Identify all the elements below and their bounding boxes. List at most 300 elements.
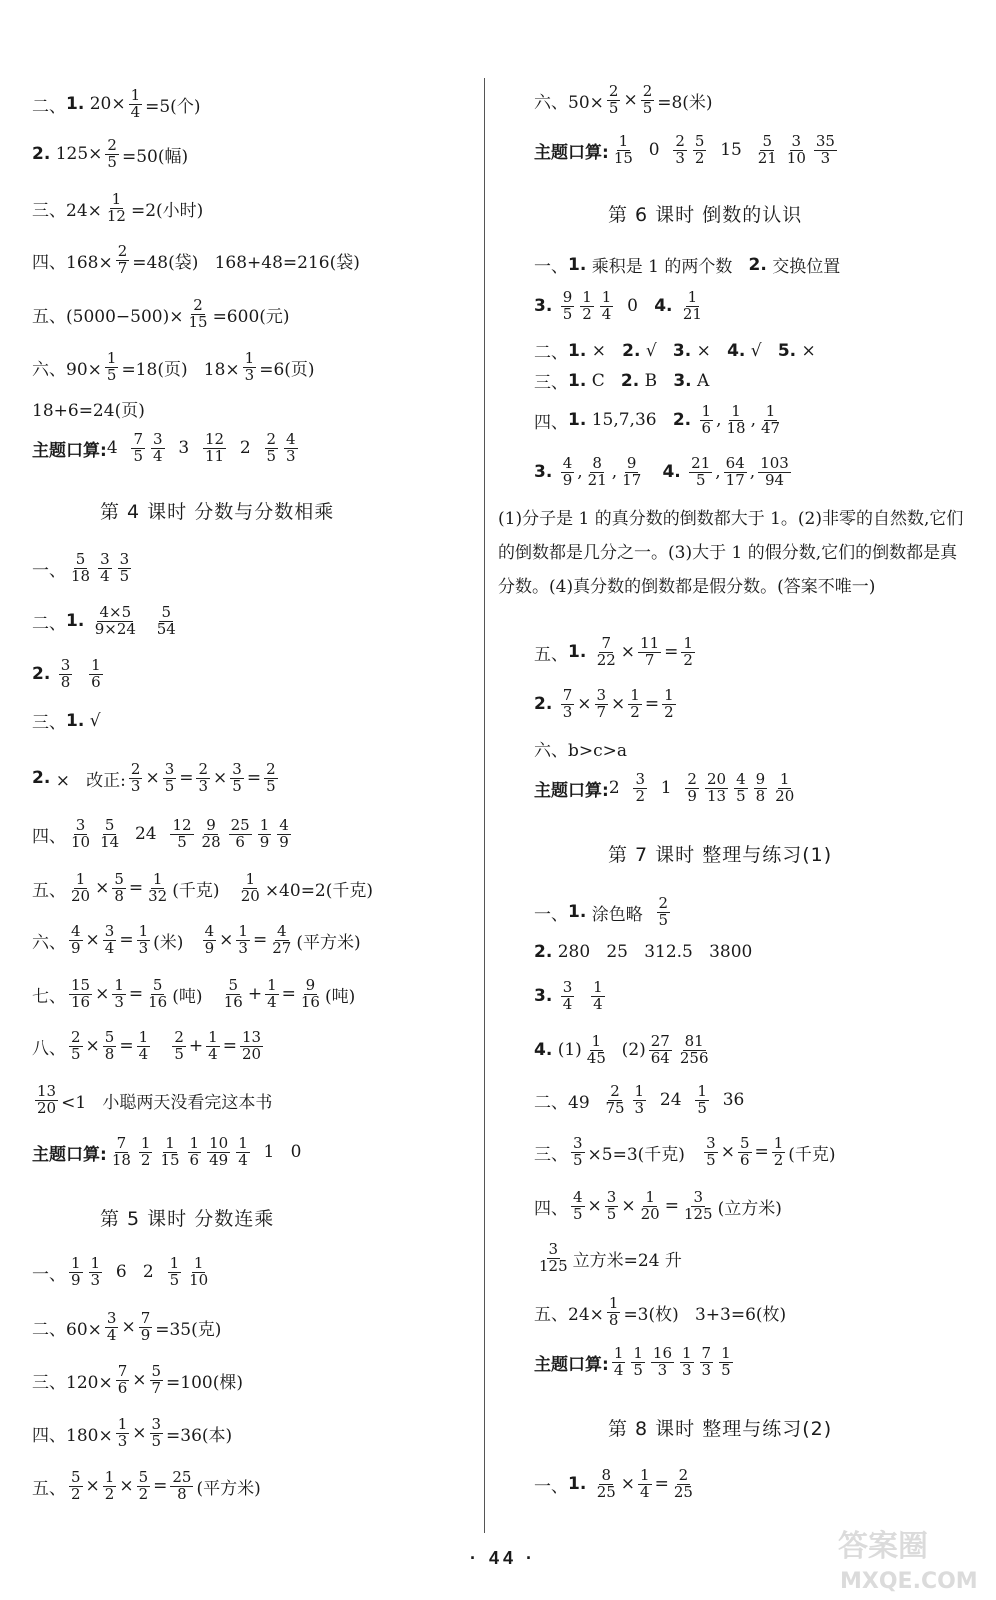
fraction <box>258 818 272 851</box>
column-divider <box>484 78 485 1533</box>
fraction <box>93 605 138 638</box>
text-segment: × <box>95 878 110 899</box>
numerator: 1 <box>765 402 776 420</box>
item-number: 3. <box>673 370 692 391</box>
text-segment: × <box>95 984 110 1005</box>
fraction <box>693 134 707 167</box>
fraction <box>103 1030 117 1063</box>
text-segment: B <box>639 370 674 391</box>
text-segment: = <box>222 1036 237 1057</box>
item-number: 2. <box>622 340 641 361</box>
fraction <box>719 1346 733 1379</box>
item-number: 主题口算: <box>32 1144 107 1165</box>
denominator: 20 <box>71 886 91 905</box>
item-number: 1. <box>568 254 587 275</box>
numerator: 1 <box>267 976 277 994</box>
text-segment: 20× <box>84 94 126 115</box>
answer-line <box>32 88 200 121</box>
fraction <box>651 1346 674 1379</box>
numerator: 20 <box>706 770 727 788</box>
denominator: 5 <box>119 566 130 585</box>
numerator: 7 <box>140 1309 151 1327</box>
numerator: 1 <box>111 190 122 208</box>
fraction <box>116 1417 130 1450</box>
numerator: 1 <box>104 1468 115 1486</box>
numerator: 1 <box>259 816 270 834</box>
answer-line <box>534 1190 782 1223</box>
text-segment: 四、 <box>534 1198 568 1219</box>
text-segment: × <box>577 694 592 715</box>
fraction <box>236 924 250 957</box>
denominator: 6 <box>235 832 245 851</box>
numerator: 1 <box>106 349 117 367</box>
fraction <box>265 432 279 465</box>
denominator: 20 <box>37 1098 57 1117</box>
denominator: 21 <box>682 304 702 323</box>
numerator: 1 <box>238 1134 248 1152</box>
numerator: 103 <box>760 454 789 472</box>
numerator: 3 <box>60 656 71 674</box>
fraction <box>607 1296 621 1329</box>
numerator: 1 <box>244 349 255 367</box>
text-segment: =100(棵) <box>166 1372 244 1393</box>
numerator: 1 <box>608 1294 619 1312</box>
text-segment: 四、168× <box>32 252 113 273</box>
numerator: 35 <box>815 132 835 150</box>
lesson-heading: 第 4 课时 分数与分数相乘 <box>100 501 335 523</box>
fraction <box>758 456 791 489</box>
denominator: 8 <box>755 786 766 805</box>
denominator: 3 <box>130 776 141 795</box>
numerator: 1 <box>245 870 256 888</box>
numerator: 1 <box>618 132 629 150</box>
fraction <box>620 456 643 489</box>
text-segment: 3 <box>167 438 200 459</box>
text-segment: 五、24× <box>534 1304 604 1325</box>
fraction <box>163 762 177 795</box>
numerator: 12 <box>172 816 192 834</box>
numerator: 9 <box>206 816 216 834</box>
denominator: 5 <box>169 1270 180 1289</box>
fraction <box>678 1034 711 1067</box>
fraction <box>681 290 704 323</box>
numerator: 1 <box>721 1344 731 1362</box>
text-segment: × <box>213 768 228 789</box>
text-segment: 四、 <box>534 412 568 433</box>
text-segment: =3(枚) 3+3=6(枚) <box>623 1304 787 1325</box>
answer-line <box>32 298 290 331</box>
fraction <box>682 1190 715 1223</box>
denominator: 2 <box>140 1150 151 1169</box>
numerator: 3 <box>152 430 163 448</box>
text-segment: , <box>611 462 618 483</box>
item-number: 2. <box>672 410 692 431</box>
numerator: 25 <box>230 816 250 834</box>
fraction <box>633 1084 647 1117</box>
denominator: 9 <box>204 938 215 957</box>
numerator: 1 <box>140 1134 151 1152</box>
fraction <box>139 1136 153 1169</box>
numerator: 1 <box>91 656 101 674</box>
text-segment: (千克) <box>788 1144 836 1165</box>
fraction <box>131 432 145 465</box>
text-segment: =18(页) 18× <box>121 359 240 380</box>
text-segment <box>552 694 557 714</box>
denominator: 5 <box>606 1204 617 1223</box>
numerator: 5 <box>161 603 172 621</box>
fraction <box>207 1136 230 1169</box>
answer-line <box>534 134 840 167</box>
item-number: 主题口算: <box>534 1354 609 1375</box>
text-segment: = <box>664 1196 679 1217</box>
text-segment: 五、(5000−500)× <box>32 306 184 327</box>
text-segment: × <box>85 1036 100 1057</box>
denominator: 7 <box>117 258 128 277</box>
denominator: 20 <box>775 786 795 805</box>
fraction <box>680 1346 694 1379</box>
numerator: 3 <box>232 760 242 778</box>
denominator: 3 <box>701 1360 712 1379</box>
answer-line <box>534 1084 744 1117</box>
fraction <box>137 1470 151 1503</box>
fraction <box>591 980 605 1013</box>
denominator: 3 <box>562 702 573 721</box>
numerator: 1 <box>773 1134 784 1152</box>
denominator: 2 <box>694 148 705 167</box>
item-number: 2. <box>32 768 51 789</box>
lesson-heading: 第 7 课时 整理与练习(1) <box>608 844 833 866</box>
text-segment: A <box>691 370 710 391</box>
numerator: 12 <box>204 430 225 448</box>
denominator: 2 <box>582 304 592 323</box>
denominator: 7 <box>644 650 655 669</box>
text-segment: = <box>252 930 268 951</box>
fraction <box>137 924 151 957</box>
fraction <box>69 872 92 905</box>
denominator: 16 <box>223 992 243 1011</box>
numerator: 1 <box>682 1344 692 1362</box>
numerator: 2 <box>266 430 277 448</box>
text-segment: = <box>119 930 134 951</box>
numerator: 1 <box>601 288 612 306</box>
numerator: 3 <box>104 922 115 940</box>
text-segment <box>552 296 557 316</box>
text-segment: 二、 <box>32 96 66 117</box>
numerator: 13 <box>37 1082 57 1100</box>
item-number: 1. <box>66 710 85 731</box>
numerator: 3 <box>75 816 86 834</box>
text-segment: 一、 <box>534 904 568 925</box>
text-segment: × <box>145 768 160 789</box>
text-segment: (千克) <box>172 880 236 901</box>
fraction <box>561 980 575 1013</box>
answer-line <box>534 736 627 761</box>
denominator: 2 <box>71 1484 81 1503</box>
fraction <box>69 552 92 585</box>
denominator: 17 <box>622 470 642 489</box>
answer-line <box>534 636 698 669</box>
fraction <box>612 134 635 167</box>
text-segment: 0 <box>637 140 671 161</box>
denominator: 8 <box>177 1484 187 1503</box>
denominator: 125 <box>539 1256 568 1275</box>
numerator: 1 <box>138 922 149 940</box>
text-segment: =600(元) <box>212 306 290 327</box>
denominator: 9×24 <box>94 619 136 638</box>
text-segment: =36(本) <box>166 1425 233 1446</box>
fraction <box>243 351 257 384</box>
denominator: 27 <box>272 938 292 957</box>
numerator: 5 <box>71 1468 81 1486</box>
numerator: 13 <box>241 1028 262 1046</box>
answer-line <box>534 252 840 277</box>
numerator: 9 <box>755 770 766 788</box>
answer-line <box>32 708 101 733</box>
fraction <box>196 762 210 795</box>
numerator: 5 <box>762 132 772 150</box>
item-number: 3. <box>672 340 692 361</box>
denominator: 15 <box>188 312 208 331</box>
fraction <box>662 688 676 721</box>
numerator: 3 <box>164 760 175 778</box>
denominator: 5 <box>706 1150 716 1169</box>
text-segment: =50(幅) <box>121 146 189 167</box>
fraction <box>672 1468 695 1501</box>
denominator: 20 <box>241 1044 262 1063</box>
numerator: 4 <box>573 1188 583 1206</box>
numerator: 3 <box>693 1188 704 1206</box>
fraction <box>585 1034 608 1067</box>
denominator: 6 <box>739 1150 750 1169</box>
numerator: 1 <box>613 1344 624 1362</box>
denominator: 4 <box>601 304 612 323</box>
denominator: 94 <box>764 470 785 489</box>
fraction <box>724 456 747 489</box>
denominator: 22 <box>596 650 616 669</box>
fraction <box>139 1311 153 1344</box>
text-segment: √ <box>640 340 673 361</box>
denominator: 3 <box>657 1360 668 1379</box>
numerator: 1 <box>630 686 640 704</box>
fraction <box>700 1346 714 1379</box>
fraction <box>537 1242 570 1275</box>
fraction <box>756 134 779 167</box>
text-segment: 六、90× <box>32 359 102 380</box>
fraction <box>155 605 178 638</box>
text-segment <box>75 664 86 684</box>
text-segment: 24 <box>649 1090 693 1111</box>
text-segment: (平方米) <box>196 1478 261 1499</box>
denominator: 6 <box>117 1378 128 1397</box>
fraction <box>98 552 112 585</box>
answer-line <box>534 942 752 962</box>
denominator: 45 <box>586 1048 606 1067</box>
numerator: 1 <box>71 1254 81 1272</box>
text-segment: × <box>587 1196 602 1217</box>
fraction <box>168 1256 182 1289</box>
text-segment: 五、 <box>534 644 568 665</box>
numerator: 1 <box>593 978 603 996</box>
text-segment: 2 <box>608 778 631 799</box>
text-segment: 七、 <box>32 986 66 1007</box>
numerator: 3 <box>119 550 130 568</box>
numerator: 25 <box>172 1468 192 1486</box>
numerator: 2 <box>687 770 697 788</box>
fraction <box>69 1470 83 1503</box>
text-segment: 六、50× <box>534 92 604 113</box>
item-number: 5. <box>777 340 797 361</box>
text-segment <box>586 642 591 662</box>
numerator: 1 <box>117 1415 128 1433</box>
fraction <box>639 1190 662 1223</box>
text-segment: = <box>246 768 262 789</box>
fraction <box>586 456 609 489</box>
denominator: 4 <box>613 1360 624 1379</box>
item-number: 4. <box>662 462 681 483</box>
text-segment: 三、 <box>534 1144 568 1165</box>
text-segment: ×40=2(千克) <box>264 880 374 901</box>
text-segment: 六、b>c>a <box>534 741 628 761</box>
item-number: 1. <box>568 410 587 431</box>
fraction <box>600 290 614 323</box>
page-number: · 44 · <box>470 1548 537 1568</box>
text-segment: 24 <box>124 824 168 845</box>
numerator: 2 <box>117 242 128 260</box>
numerator: 1 <box>591 1032 602 1050</box>
fraction <box>89 1256 103 1289</box>
denominator: 4 <box>238 1150 248 1169</box>
numerator: 1 <box>687 288 698 306</box>
text-segment: 六、 <box>32 932 66 953</box>
numerator: 4 <box>71 922 81 940</box>
text-segment: 125× <box>50 144 103 165</box>
answer-line <box>32 1136 301 1169</box>
fraction <box>200 818 223 851</box>
numerator: 7 <box>117 1362 128 1380</box>
fraction <box>105 138 119 171</box>
denominator: 2 <box>630 702 640 721</box>
numerator: 2 <box>675 132 685 150</box>
denominator: 6 <box>189 1150 200 1169</box>
numerator: 1 <box>114 976 124 994</box>
text-segment <box>646 462 662 482</box>
fraction <box>230 762 244 795</box>
denominator: 3 <box>138 938 149 957</box>
numerator: 9 <box>305 976 316 994</box>
text-segment: 二、 <box>32 613 66 634</box>
denominator: 16 <box>71 992 91 1011</box>
text-segment: =6(页) <box>259 359 315 380</box>
fraction <box>705 772 728 805</box>
denominator: 9 <box>259 832 270 851</box>
fraction <box>137 1030 151 1063</box>
text-segment: , <box>715 462 721 483</box>
denominator: 4 <box>640 1482 650 1501</box>
denominator: 3 <box>634 1098 645 1117</box>
denominator: 4 <box>130 102 141 121</box>
denominator: 5 <box>573 1204 583 1223</box>
numerator: 1 <box>138 1028 149 1046</box>
fraction <box>222 978 245 1011</box>
text-segment: × <box>219 930 234 951</box>
fraction <box>69 1030 83 1063</box>
answer-line <box>534 980 608 1013</box>
denominator: 25 <box>596 1482 616 1501</box>
numerator: 1 <box>701 402 712 420</box>
answer-line <box>32 1030 266 1063</box>
denominator: 5 <box>133 446 143 465</box>
denominator: 15 <box>613 148 633 167</box>
fraction <box>150 1364 164 1397</box>
item-number: 2. <box>32 144 51 165</box>
numerator: 1 <box>582 288 592 306</box>
fraction <box>571 1190 585 1223</box>
denominator: 5 <box>736 786 746 805</box>
fraction <box>284 432 298 465</box>
text-segment: 五、 <box>32 880 66 901</box>
text-segment: 涂色略 <box>586 904 654 925</box>
svg-text:MXQE.COM: MXQE.COM <box>840 1569 978 1594</box>
text-segment: <1 小聪两天没看完这本书 <box>61 1092 273 1113</box>
item-number: 主题口算: <box>534 142 609 163</box>
text-segment: 五、 <box>32 1478 66 1499</box>
text-segment: 18+6=24(页) <box>32 401 145 421</box>
fraction <box>607 84 621 117</box>
numerator: 1 <box>75 870 86 888</box>
text-segment: × <box>621 1196 636 1217</box>
answer-line <box>32 351 315 384</box>
fraction <box>773 772 796 805</box>
fraction <box>595 688 609 721</box>
denominator: 20 <box>640 1204 660 1223</box>
numerator: 3 <box>151 1415 162 1433</box>
numerator: 1 <box>683 634 693 652</box>
fraction <box>105 1311 119 1344</box>
denominator: 4 <box>562 994 573 1013</box>
lesson-heading: 第 5 课时 分数连乘 <box>100 1208 275 1230</box>
denominator: 16 <box>300 992 320 1011</box>
numerator: 1 <box>645 1188 655 1206</box>
numerator: 2 <box>107 136 117 154</box>
text-segment: 280 25 312.5 3800 <box>552 942 753 962</box>
denominator: 3 <box>198 776 209 795</box>
denominator: 17 <box>725 470 745 489</box>
denominator: 9 <box>71 938 81 957</box>
fraction <box>772 1136 786 1169</box>
answer-line <box>32 1364 243 1397</box>
answer-line <box>32 432 301 465</box>
denominator: 5 <box>71 1044 81 1063</box>
fraction <box>103 924 117 957</box>
text-segment: × <box>620 1474 636 1495</box>
item-number: 主题口算: <box>534 780 609 801</box>
item-number: 2. <box>534 694 553 715</box>
numerator: 5 <box>739 1134 750 1152</box>
text-segment: 1 <box>649 778 683 799</box>
answer-paragraph: (1)分子是 1 的真分数的倒数都大于 1。(2)非零的自然数,它们的倒数都是几分之一。(3)大于 1 的假分数,它们的倒数都是真分数。(4)真分数的倒数都是假分数。(答案不唯一) <box>498 509 964 597</box>
denominator: 4 <box>152 446 163 465</box>
item-number: 4. <box>727 340 746 361</box>
text-segment: × <box>620 642 636 663</box>
answer-line <box>534 688 679 721</box>
answer-line <box>534 84 713 117</box>
item-number: 1. <box>568 370 587 391</box>
text-segment <box>153 1036 169 1056</box>
numerator: 3 <box>573 1134 583 1152</box>
denominator: 9 <box>71 1270 81 1289</box>
fraction <box>695 1084 709 1117</box>
text-segment: 交换位置 <box>766 257 841 277</box>
